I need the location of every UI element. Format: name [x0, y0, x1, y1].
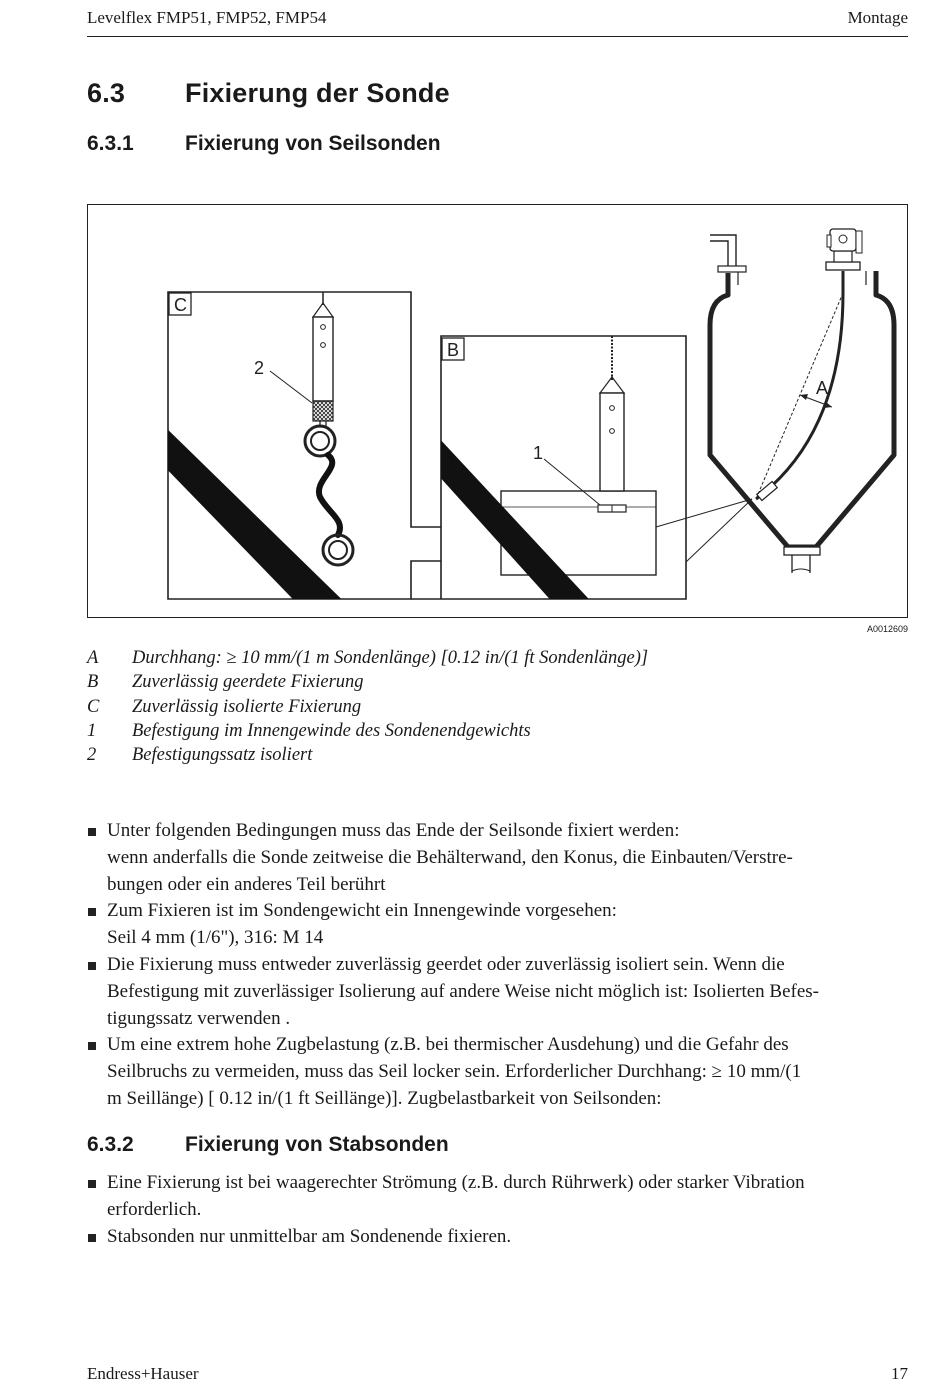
legend-row: [87, 697, 648, 721]
figure-drawing: [88, 205, 908, 618]
legend-key: B: [87, 672, 99, 693]
bullet-item: Zum Fixieren ist im Sondengewicht ein Innengewinde vorgesehen: Seil 4 mm (1/6"), 316: M 14: [87, 898, 908, 952]
subsection-heading-1: [87, 132, 441, 156]
legend-key: 1: [87, 720, 97, 741]
label-a: A: [816, 378, 829, 398]
header-chapter: Montage: [847, 8, 908, 27]
legend-text: Zuverlässig isolierte Fixierung: [132, 696, 362, 717]
legend-text: Durchhang: ≥ 10 mm/(1 m Sondenlänge) [0.12 in/(1 ft Sondenlänge)]: [132, 648, 649, 668]
bullet-item: Um eine extrem hohe Zugbelastung (z.B. bei thermischer Ausdehung) und die Gefahr des Seilbruchs zu vermeiden, muss das Seil locker sein. Erforderlicher Durchhang: ≥ 10 mm/(1 m Seillänge) [ 0.12 in/(1 ft Seillänge)]. Zugbelastbarkeit von Seilsonden:: [87, 1032, 908, 1112]
subsection-number-1: 6.3.1: [87, 132, 134, 155]
figure-code: A0012609: [866, 624, 908, 634]
subsection-heading-2: [87, 1133, 449, 1157]
silo-drawing: [656, 229, 894, 573]
probe-fixing-figure: [87, 204, 908, 618]
subsection-number-2: 6.3.2: [87, 1133, 134, 1156]
bullet-item: Stabsonden nur unmittelbar am Sondenende fixieren.: [87, 1224, 908, 1251]
legend-row: [87, 648, 648, 672]
bullet-item: Unter folgenden Bedingungen muss das Ende der Seilsonde fixiert werden: wenn anderfalls die Sonde zeitweise die Behälterwand, den Konus, die Einbauten/Verstre- bungen oder ein anderes Teil berührt: [87, 818, 908, 898]
label-c: C: [174, 295, 187, 315]
header-product: Levelflex FMP51, FMP52, FMP54: [87, 8, 327, 27]
detail-b: [411, 336, 686, 618]
legend-row: [87, 745, 648, 769]
rod-probe-bullets: [87, 1170, 908, 1250]
section-number: 6.3: [87, 78, 126, 108]
page-footer: [87, 1364, 908, 1384]
figure-legend: [87, 648, 648, 769]
legend-row: [87, 672, 648, 696]
page-number: 17: [891, 1364, 908, 1383]
subsection-title-1: Fixierung von Seilsonden: [185, 132, 441, 155]
legend-text: Zuverlässig geerdete Fixierung: [132, 672, 364, 693]
rope-probe-bullets: [87, 818, 908, 1113]
bullet-item: Die Fixierung muss entweder zuverlässig geerdet oder zuverlässig isoliert sein. Wenn die Befestigung mit zuverlässiger Isolierung auf andere Weise nicht möglich ist: Isolierten Befes- tigungssatz verwenden .: [87, 952, 908, 1032]
legend-key: A: [87, 648, 99, 668]
bullet-item: Eine Fixierung ist bei waagerechter Strömung (z.B. durch Rührwerk) oder starker Vibration erforderlich.: [87, 1170, 908, 1224]
section-heading: [87, 78, 450, 109]
footer-brand: Endress+Hauser: [87, 1364, 199, 1383]
label-b: B: [447, 340, 460, 360]
legend-text: Befestigung im Innengewinde des Sondenendgewichts: [132, 720, 531, 741]
label-2: 2: [254, 358, 265, 378]
legend-row: [87, 721, 648, 745]
subsection-title-2: Fixierung von Stabsonden: [185, 1133, 449, 1156]
legend-key: 2: [87, 745, 97, 766]
legend-text: Befestigungssatz isoliert: [132, 745, 313, 766]
page-header: [87, 8, 908, 37]
label-1: 1: [533, 443, 544, 463]
section-title: Fixierung der Sonde: [185, 78, 450, 108]
detail-c: [158, 292, 441, 618]
legend-key: C: [87, 696, 100, 717]
